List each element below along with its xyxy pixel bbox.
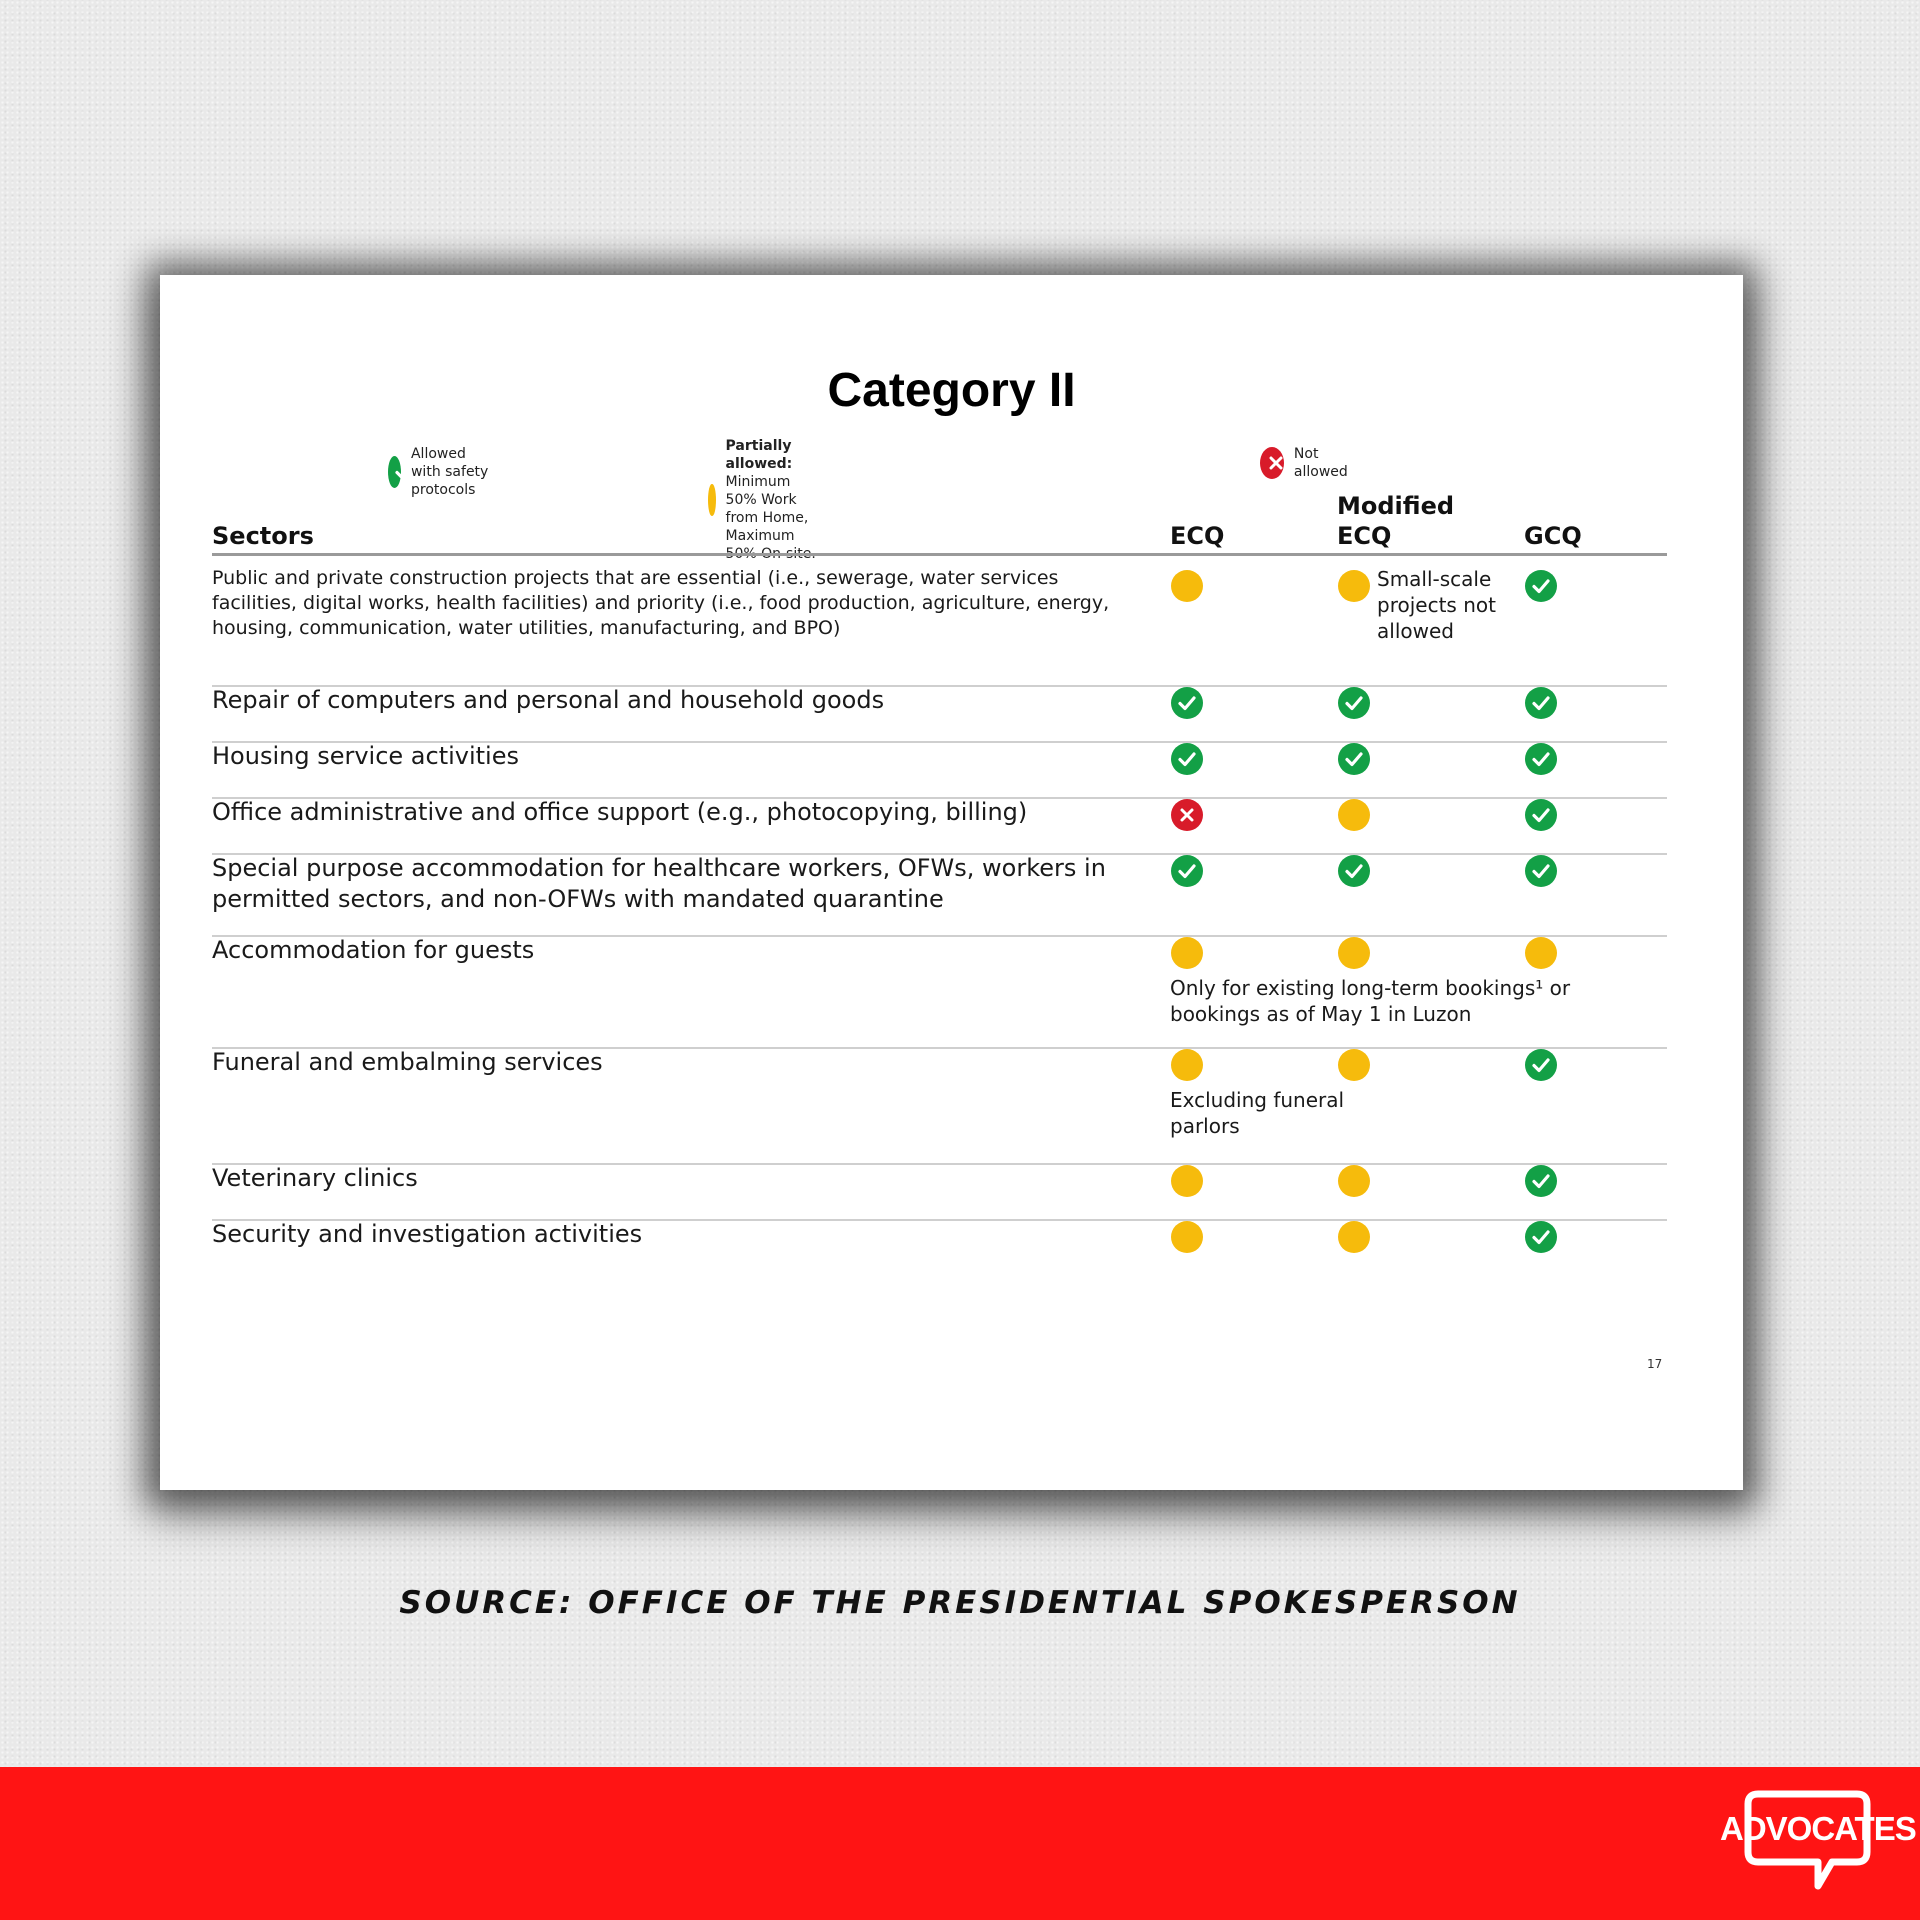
sector-label: Office administrative and office support (e.g., photocopying, billing) [212, 798, 1028, 826]
gcq-check-icon [1525, 1221, 1557, 1253]
legend-partial-title: Partially allowed: [725, 438, 793, 472]
mecq-check-icon [1338, 743, 1370, 775]
mecq-note: Small-scale projects not allowed [1377, 567, 1496, 643]
legend-allowed [388, 445, 494, 499]
slide-title: Category II [827, 364, 1076, 417]
source-caption: SOURCE: OFFICE OF THE PRESIDENTIAL SPOKESPERSON [399, 1585, 1521, 1621]
advocates-logo [1720, 1790, 1916, 1900]
gcq-check-icon [1525, 855, 1557, 887]
ecq-partial-dot-icon [1171, 570, 1203, 602]
sector-label: Accommodation for guests [212, 936, 535, 964]
gcq-check-icon [1525, 743, 1557, 775]
gcq-check-icon [1525, 687, 1557, 719]
gcq-check-icon [1525, 570, 1557, 602]
gcq-partial-dot-icon [1525, 937, 1557, 969]
legend-not-allowed-label: Not allowed [1293, 446, 1348, 480]
ecq-check-icon [1171, 743, 1203, 775]
ecq-cross-icon [1171, 799, 1203, 831]
slide [160, 275, 1743, 1490]
cross-icon [1260, 447, 1284, 479]
ecq-check-icon [1171, 687, 1203, 719]
mecq-partial-dot-icon [1338, 1221, 1370, 1253]
mecq-partial-dot-icon [1338, 570, 1370, 602]
sector-label: Housing service activities [212, 742, 519, 770]
sector-label: Veterinary clinics [212, 1164, 418, 1192]
ecq-check-icon [1171, 855, 1203, 887]
header-ecq: ECQ [1170, 522, 1225, 550]
mecq-partial-dot-icon [1338, 799, 1370, 831]
gcq-check-icon [1525, 1165, 1557, 1197]
mecq-partial-dot-icon [1338, 937, 1370, 969]
table-row [212, 935, 1667, 1049]
sector-label: Repair of computers and personal and household goods [212, 686, 885, 714]
header-mecq: Modified ECQ [1337, 492, 1455, 550]
sector-label: Public and private construction projects that are essential (i.e., sewerage, water services facilities, digital works, health facilities) and priority (i.e., food production, agriculture, energy, housing, communication, water utilities, manufacturing, and BPO) [212, 567, 1110, 639]
legend-not-allowed [1260, 445, 1356, 481]
legend-partial-desc: Minimum 50% Work from Home, Maximum 50% On-site. [725, 474, 816, 562]
table-row [212, 1163, 1667, 1221]
sector-label: Security and investigation activities [212, 1220, 643, 1248]
check-icon [388, 456, 401, 488]
table-row [212, 741, 1667, 799]
table-row [212, 1047, 1667, 1165]
footer-bar [0, 1767, 1920, 1920]
sector-label: Special purpose accommodation for healthcare workers, OFWs, workers in permitted sectors, and non-OFWs with mandated quarantine [212, 854, 1106, 913]
ecq-partial-dot-icon [1171, 1221, 1203, 1253]
table-row [212, 568, 1667, 687]
table-row [212, 685, 1667, 743]
header-gcq: GCQ [1524, 522, 1582, 550]
page-number: 17 [1647, 1357, 1663, 1371]
table-row [212, 853, 1667, 937]
row-note: Excluding funeral parlors [1170, 1088, 1345, 1138]
table-header [212, 493, 1667, 556]
header-sectors: Sectors [212, 522, 314, 550]
mecq-check-icon [1338, 687, 1370, 719]
brand-name: ADVOCATES [1720, 1810, 1916, 1847]
legend-allowed-label: Allowed with safety protocols [410, 446, 489, 498]
row-note: Only for existing long-term bookings¹ or bookings as of May 1 in Luzon [1170, 976, 1571, 1026]
sector-label: Funeral and embalming services [212, 1048, 603, 1076]
table-row [212, 797, 1667, 855]
gcq-check-icon [1525, 1049, 1557, 1081]
ecq-partial-dot-icon [1171, 1049, 1203, 1081]
mecq-check-icon [1338, 855, 1370, 887]
gcq-check-icon [1525, 799, 1557, 831]
ecq-partial-dot-icon [1171, 937, 1203, 969]
table-row [212, 1219, 1667, 1275]
ecq-partial-dot-icon [1171, 1165, 1203, 1197]
mecq-partial-dot-icon [1338, 1049, 1370, 1081]
mecq-partial-dot-icon [1338, 1165, 1370, 1197]
